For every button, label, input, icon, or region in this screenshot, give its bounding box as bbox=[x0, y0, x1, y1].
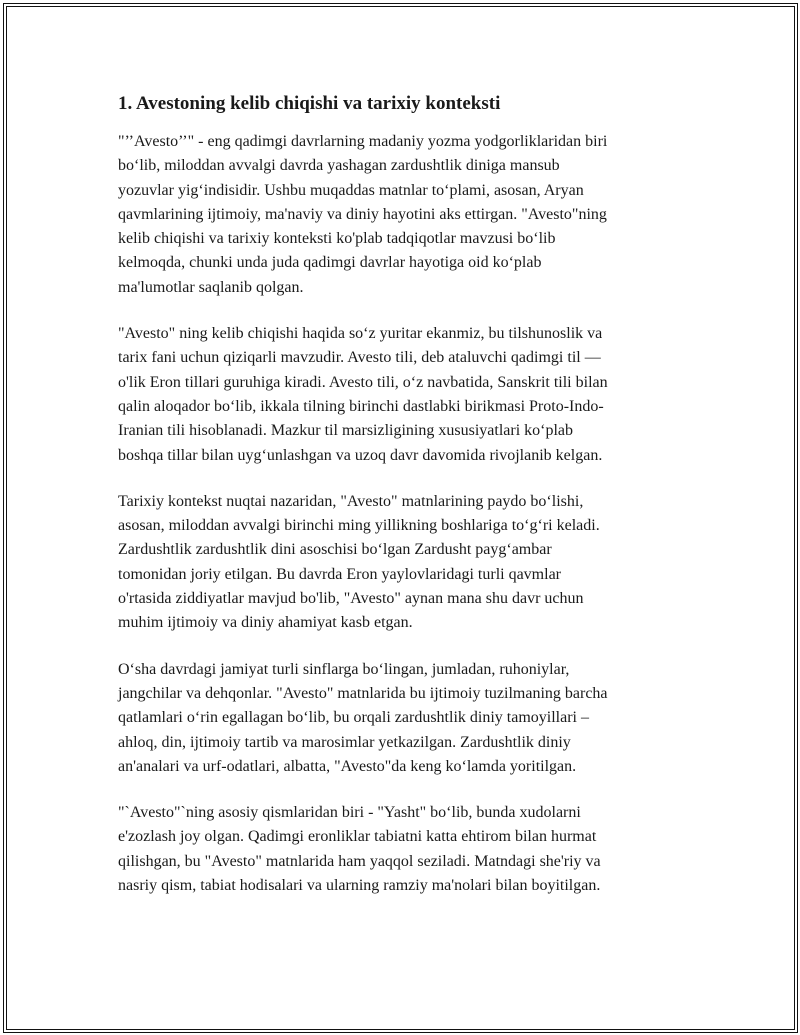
text-line: "Avesto" ning kelib chiqishi haqida so‘z yuritar ekanmiz, bu tilshunoslik va bbox=[118, 325, 603, 343]
text-line: asosan, miloddan avvalgi birinchi ming yillikning boshlariga to‘g‘ri keladi. bbox=[118, 517, 600, 535]
text-line: "`Avesto"`ning asosiy qismlaridan biri - "Yasht" bo‘lib, bunda xudolarni bbox=[118, 804, 581, 822]
text-line: kelib chiqishi va tarixiy konteksti ko'plab tadqiqotlar mavzusi bo‘lib bbox=[118, 230, 556, 248]
text-line: yozuvlar yig‘indisidir. Ushbu muqaddas matnlar to‘plami, asosan, Aryan bbox=[118, 181, 584, 199]
paragraph-5 bbox=[118, 801, 693, 898]
text-line: O‘sha davrdagi jamiyat turli sinflarga bo‘lingan, jumladan, ruhoniylar, bbox=[118, 660, 570, 678]
text-line: jangchilar va dehqonlar. "Avesto" matnlarida bu ijtimoiy tuzilmaning barcha bbox=[118, 684, 608, 702]
text-line: tomonidan joriy etilgan. Bu davrda Eron yaylovlaridagi turli qavmlar bbox=[118, 565, 561, 583]
text-line: "’’Avesto’’" - eng qadimgi davrlarning madaniy yozma yodgorliklaridan biri bbox=[118, 133, 608, 150]
document-body bbox=[118, 92, 693, 920]
text-line: boshqa tillar bilan uyg‘unlashgan va uzoq davr davomida rivojlanib kelgan. bbox=[118, 446, 603, 464]
text-line: tarix fani uchun qiziqarli mavzudir. Avesto tili, deb ataluvchi qadimgi til — bbox=[118, 349, 601, 367]
text-line: bo‘lib, miloddan avvalgi davrda yashagan zardushtlik diniga mansub bbox=[118, 157, 560, 175]
text-line: an'analari va urf-odatlari, albatta, "Avesto"da keng ko‘lamda yoritilgan. bbox=[118, 757, 577, 775]
section-heading: 1. Avestoning kelib chiqishi va tarixiy konteksti bbox=[118, 93, 501, 114]
text-line: ahloq, din, ijtimoiy tartib va marosimlar yetkazilgan. Zardushtlik diniy bbox=[118, 733, 571, 751]
paragraph-2 bbox=[118, 322, 693, 468]
text-line: Iranian tili hisoblanadi. Mazkur til marsizligining xususiyatlari ko‘plab bbox=[118, 422, 574, 440]
paragraph-3 bbox=[118, 490, 693, 636]
text-line: qalin aloqador bo‘lib, ikkala tilning birinchi dastlabki birikmasi Proto-Indo- bbox=[118, 397, 604, 415]
text-line: e'zozlash joy olgan. Qadimgi eronliklar tabiatni katta ehtirom bilan hurmat bbox=[118, 828, 597, 846]
text-line: qilishgan, bu "Avesto" matnlarida ham yaqqol seziladi. Matndagi she'riy va bbox=[118, 852, 601, 870]
text-line: ma'lumotlar saqlanib qolgan. bbox=[118, 278, 304, 296]
text-line: kelmoqda, chunki unda juda qadimgi davrlar hayotiga oid ko‘plab bbox=[118, 254, 542, 272]
text-line: o'rtasida ziddiyatlar mavjud bo'lib, "Avesto" aynan mana shu davr uchun bbox=[118, 590, 584, 608]
text-line: Tarixiy kontekst nuqtai nazaridan, "Avesto" matnlarining paydo bo‘lishi, bbox=[118, 492, 584, 510]
text-line: muhim ijtimoiy va diniy ahamiyat kasb etgan. bbox=[118, 614, 413, 632]
text-line: Zardushtlik zardushtlik dini asoschisi bo‘lgan Zardusht payg‘ambar bbox=[118, 541, 552, 559]
text-line: nasriy qism, tabiat hodisalari va ularning ramziy ma'nolari bilan boyitilgan. bbox=[118, 877, 601, 895]
paragraph-1 bbox=[118, 130, 693, 300]
text-line: qatlamlari o‘rin egallagan bo‘lib, bu orqali zardushtlik diniy tamoyillari – bbox=[118, 709, 589, 727]
paragraph-4 bbox=[118, 658, 693, 779]
text-line: o'lik Eron tillari guruhiga kiradi. Avesto tili, o‘z navbatida, Sanskrit tili bilan bbox=[118, 373, 608, 391]
text-line: qavmlarining ijtimoiy, ma'naviy va diniy hayotini aks ettirgan. "Avesto"ning bbox=[118, 205, 607, 223]
